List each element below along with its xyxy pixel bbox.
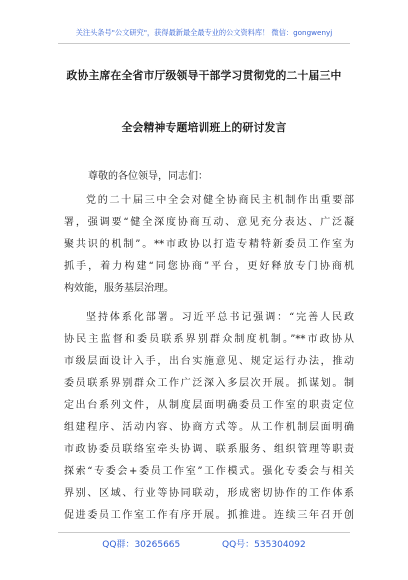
header-divider — [58, 43, 350, 44]
text-line: 聚共识的机制”。**市政协以打造专精特新委员工作室为 — [64, 239, 354, 250]
contact-footer — [0, 537, 408, 550]
promo-banner: 关注头条号"公文研究"，获得最新最全最专业的公文资料库！ 微信：gongwenyj — [75, 28, 333, 37]
qq-group-text: QQ群：30265665 — [102, 540, 181, 550]
text-line: 抓手，着力构建“同您协商”平台，更好释放专门协商机 — [64, 261, 354, 272]
qq-number-text: QQ号：535304092 — [222, 540, 306, 550]
text-line: 定出台系列文件，从制度层面明确委员工作室的职责定位 — [64, 400, 354, 411]
document-title-line-1: 政协主席在全省市厅级领导干部学习贯彻党的二十届三中 — [66, 69, 342, 82]
footer-divider — [58, 532, 350, 533]
text-line: 构效能，服务基层治理。 — [64, 283, 174, 294]
text-line: 市政协委员联络室牵头协调、联系服务、组织管理等职责 — [64, 444, 354, 455]
text-line: 协民主监督和委员联系界别群众制度机制。”**市政协从 — [64, 334, 354, 345]
text-line: 组建程序、活动内容、协商方式等。从工作机制层面明确 — [64, 422, 354, 433]
text-line: 探索“专委会+委员工作室”工作模式。强化专委会与相关 — [64, 466, 354, 477]
text-line: 党的二十届三中全会对健全协商民主机制作出重要部 — [86, 195, 354, 206]
salutation: 尊敬的各位领导，同志们： — [88, 171, 208, 182]
document-body — [64, 190, 354, 534]
text-line: 市级层面设计入手，出台实施意见、规定运行办法，推动 — [64, 356, 354, 367]
text-line: 促进委员工作室工作有序开展。抓推进。连续三年召开创 — [64, 510, 354, 521]
paragraph-1 — [64, 190, 354, 300]
text-line: 界别、区域、行业等协同联动，形成密切协作的工作体系 — [64, 488, 354, 499]
text-line: 坚持体系化部署。习近平总书记强调：“完善人民政 — [86, 312, 354, 323]
paragraph-2 — [64, 307, 354, 527]
text-line: 委员联系界别群众工作广泛深入多层次开展。抓谋划。制 — [64, 378, 354, 389]
text-line: 署，强调要“健全深度协商互动、意见充分表达、广泛凝 — [64, 217, 354, 228]
document-title-line-2: 全会精神专题培训班上的研讨发言 — [121, 121, 287, 134]
